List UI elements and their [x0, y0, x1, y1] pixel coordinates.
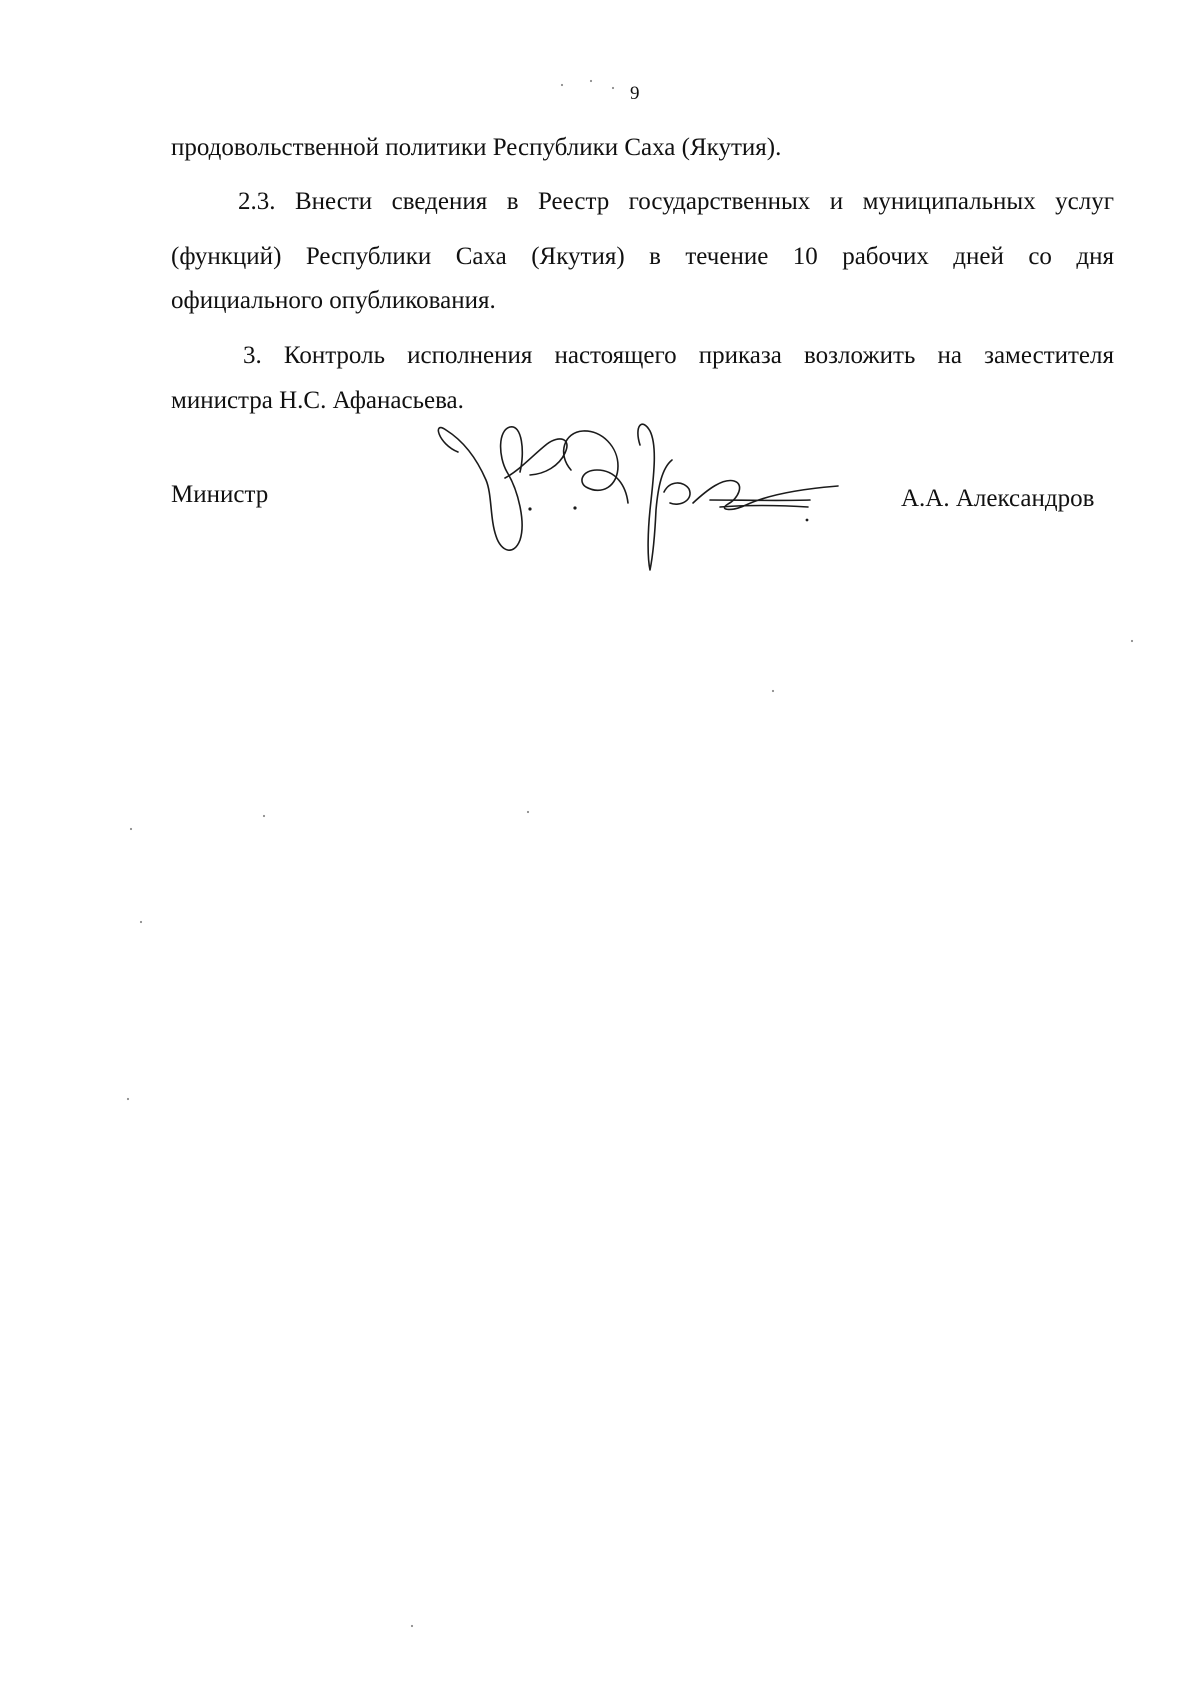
- item-3-line-2: министра Н.С. Афанасьева.: [171, 387, 464, 414]
- item-2-3-line-1: 2.3. Внести сведения в Реестр государственных и муниципальных услуг: [238, 188, 1114, 215]
- signatory-name: А.А. Александров: [901, 485, 1095, 512]
- item-2-3-line-2: (функций) Республики Саха (Якутия) в течение 10 рабочих дней со дня: [171, 243, 1114, 270]
- item-3-line-1: 3. Контроль исполнения настоящего приказа возложить на заместителя: [243, 342, 1114, 369]
- continuation-line: продовольственной политики Республики Саха (Якутия).: [171, 134, 782, 161]
- item-2-3-line-3: официального опубликования.: [171, 287, 496, 314]
- signatory-title: Министр: [171, 481, 269, 508]
- page-number: 9: [630, 83, 640, 104]
